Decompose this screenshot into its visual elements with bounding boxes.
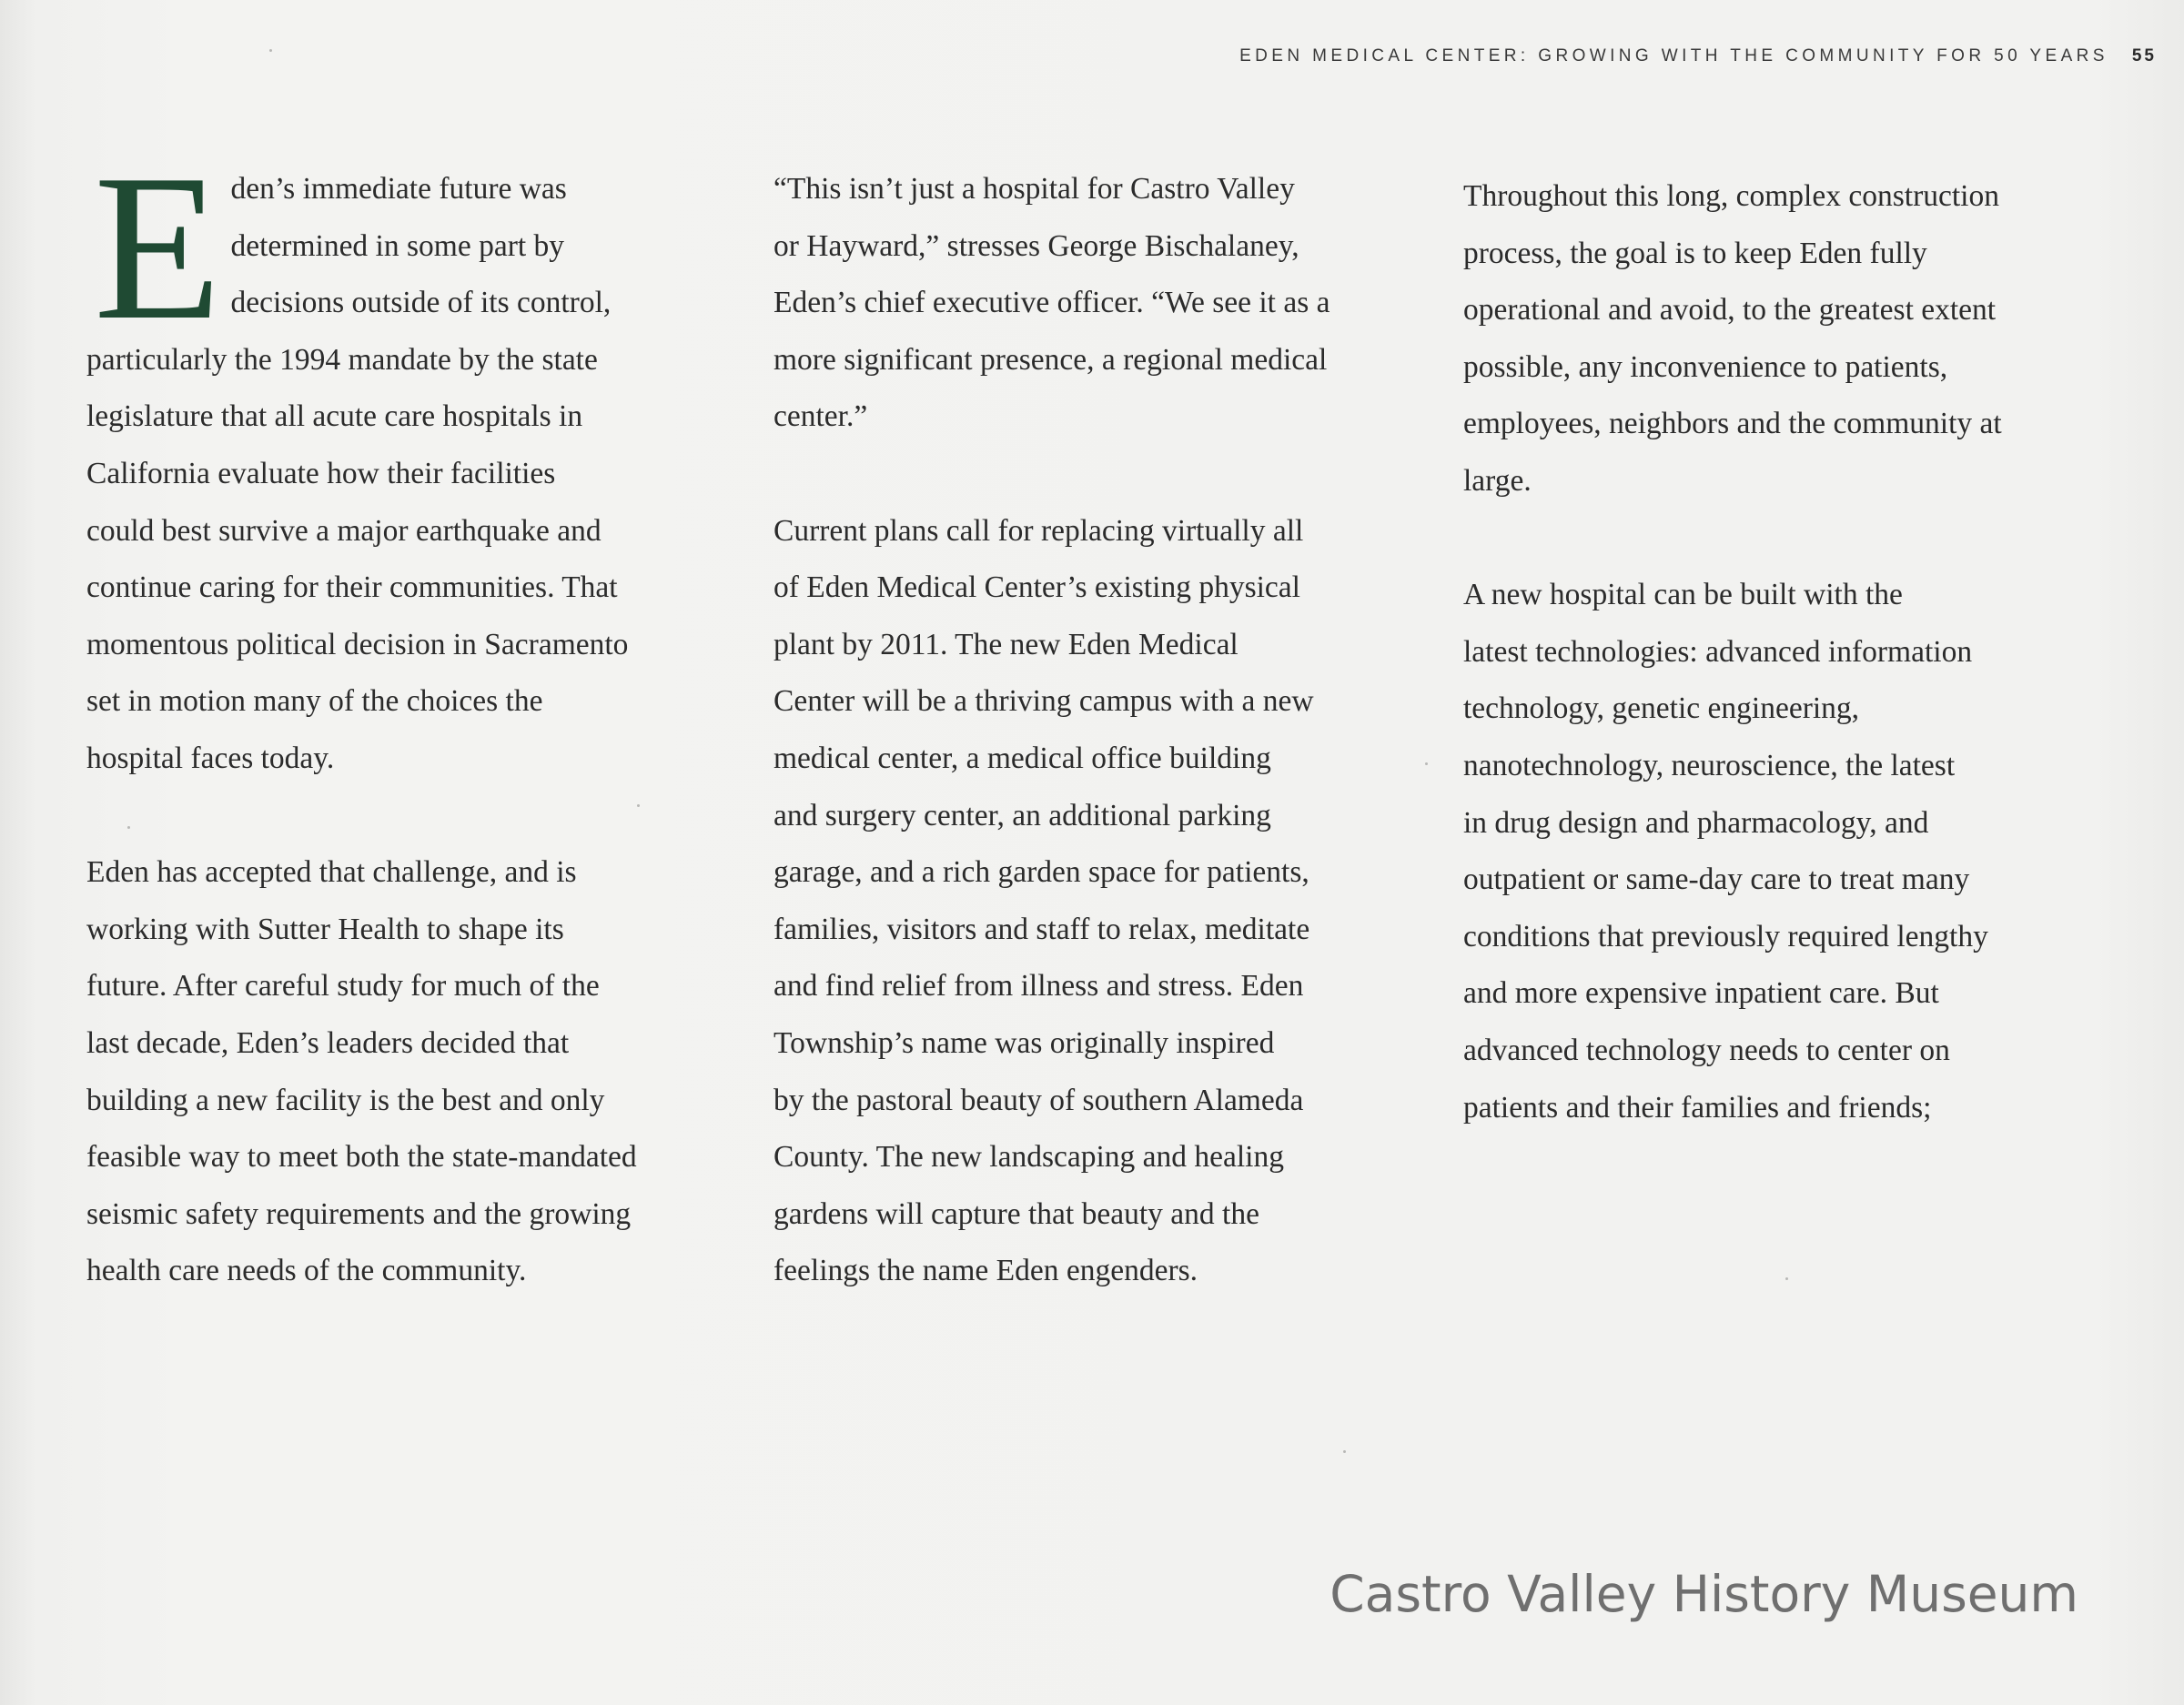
text-line: process, the goal is to keep Eden fully (1463, 236, 1927, 270)
paragraph-challenge (86, 844, 742, 1300)
text-line: momentous political decision in Sacramento (86, 627, 629, 661)
text-line: building a new facility is the best and only (86, 1083, 605, 1117)
text-line: Township’s name was originally inspired (774, 1025, 1275, 1060)
text-line: employees, neighbors and the community at (1463, 407, 2002, 441)
running-title: EDEN MEDICAL CENTER: GROWING WITH THE COMMUNITY FOR 50 YEARS (1239, 46, 2108, 66)
running-header (1239, 45, 2157, 67)
text-column-3 (1463, 168, 2118, 1136)
paper-speck (1425, 762, 1428, 765)
text-line: California evaluate how their facilities (86, 456, 556, 490)
text-line: garage, and a rich garden space for patients, (774, 855, 1309, 890)
paper-speck (637, 804, 640, 807)
text-line: possible, any inconvenience to patients, (1463, 349, 1948, 384)
text-line: den’s immediate future was (230, 172, 567, 206)
text-line: County. The new landscaping and healing (774, 1140, 1284, 1175)
paper-speck (269, 49, 272, 52)
text-line: particularly the 1994 mandate by the state (86, 342, 598, 377)
text-line: Center will be a thriving campus with a new (774, 684, 1314, 719)
text-line: plant by 2011. The new Eden Medical (774, 627, 1239, 661)
museum-watermark: Castro Valley History Museum (1330, 1565, 2078, 1623)
text-line: large. (1463, 463, 1532, 498)
text-line: could best survive a major earthquake and (86, 513, 602, 548)
text-line: decisions outside of its control, (230, 286, 612, 320)
text-line: Eden’s chief executive officer. “We see it as a (774, 286, 1330, 320)
text-line: by the pastoral beauty of southern Alameda (774, 1083, 1304, 1117)
text-line: and more expensive inpatient care. But (1463, 976, 1939, 1011)
text-line: gardens will capture that beauty and the (774, 1196, 1259, 1231)
text-line: medical center, a medical office building (774, 741, 1271, 775)
paper-speck (1343, 1450, 1346, 1453)
paragraph-new-hospital (1463, 567, 2118, 1136)
text-line: operational and avoid, to the greatest extent (1463, 293, 1997, 328)
text-line: more significant presence, a regional medical (774, 342, 1328, 377)
text-line: conditions that previously required lengthy (1463, 919, 1988, 953)
text-line: outpatient or same-day care to treat many (1463, 863, 1970, 897)
text-line: A new hospital can be built with the (1463, 578, 1903, 612)
text-line: seismic safety requirements and the growing (86, 1196, 632, 1231)
paper-speck (127, 826, 130, 829)
text-line: Eden has accepted that challenge, and is (86, 855, 577, 890)
paragraph-quote (774, 161, 1429, 446)
text-line: continue caring for their communities. That (86, 570, 618, 605)
text-line: of Eden Medical Center’s existing physical (774, 570, 1300, 605)
text-line: Throughout this long, complex construction (1463, 179, 1999, 213)
text-line: hospital faces today. (86, 741, 335, 775)
paragraph-current-plans (774, 503, 1429, 1300)
text-line: health care needs of the community. (86, 1254, 527, 1288)
text-line: patients and their families and friends; (1463, 1090, 1932, 1125)
text-line: center.” (774, 399, 868, 434)
text-line: determined in some part by (230, 228, 565, 263)
text-line: legislature that all acute care hospitals in (86, 399, 583, 434)
page-number: 55 (2131, 46, 2157, 66)
paragraph-gap (774, 446, 1429, 503)
text-line: working with Sutter Health to shape its (86, 912, 564, 946)
paragraph-construction (1463, 168, 2118, 510)
paragraph-opening (86, 131, 742, 788)
text-line: “This isn’t just a hospital for Castro Valley (774, 172, 1295, 206)
text-line: feasible way to meet both the state-mandated (86, 1140, 637, 1175)
text-line: set in motion many of the choices the (86, 684, 543, 719)
text-line: last decade, Eden’s leaders decided that (86, 1025, 570, 1060)
text-line: nanotechnology, neuroscience, the latest (1463, 748, 1956, 782)
text-line: technology, genetic engineering, (1463, 691, 1860, 726)
text-line: feelings the name Eden engenders. (774, 1254, 1198, 1288)
text-line: families, visitors and staff to relax, meditate (774, 912, 1310, 946)
text-column-1 (86, 131, 742, 1300)
paper-speck (1785, 1277, 1788, 1280)
text-line: and surgery center, an additional parking (774, 798, 1271, 832)
drop-cap: E (94, 131, 222, 363)
paragraph-gap (1463, 510, 2118, 568)
text-line: advanced technology needs to center on (1463, 1033, 1950, 1067)
text-column-2 (774, 161, 1429, 1300)
text-line: latest technologies: advanced information (1463, 634, 1973, 669)
text-line: in drug design and pharmacology, and (1463, 805, 1929, 840)
paragraph-gap (86, 788, 742, 845)
text-line: or Hayward,” stresses George Bischalaney, (774, 228, 1299, 263)
text-line: future. After careful study for much of the (86, 969, 600, 1004)
text-line: and find relief from illness and stress. Eden (774, 969, 1304, 1004)
text-line: Current plans call for replacing virtually all (774, 513, 1304, 548)
